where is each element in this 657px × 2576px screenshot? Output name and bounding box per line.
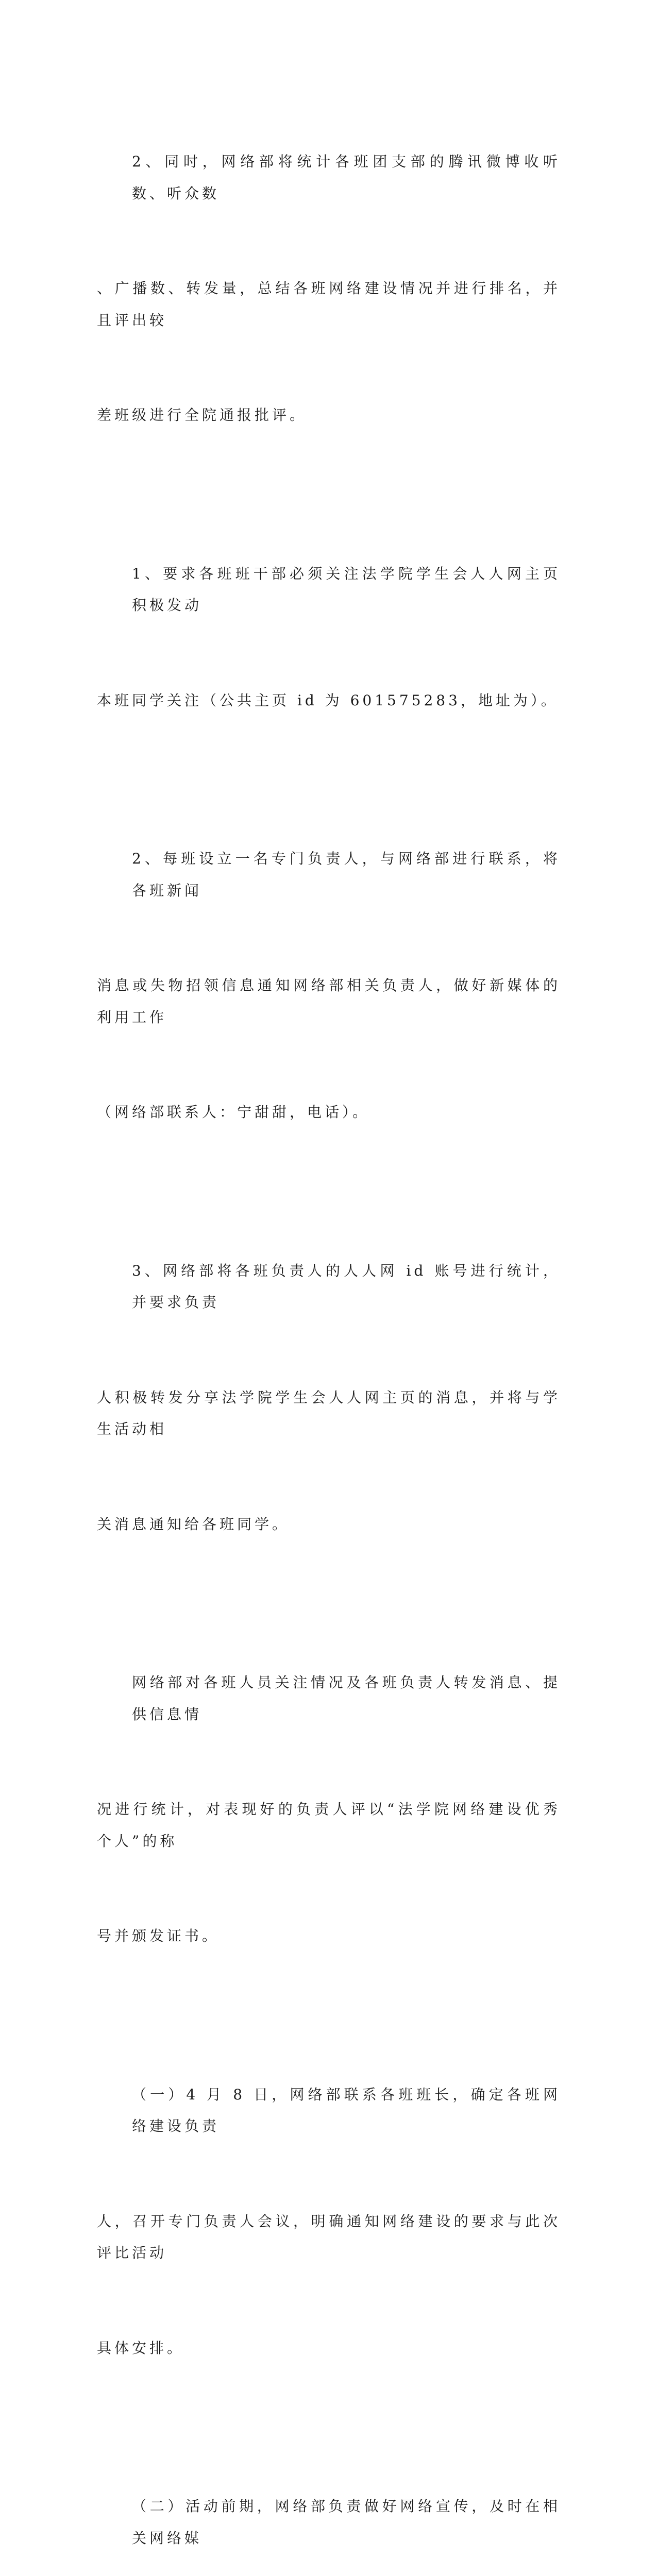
paragraph-award [97,1603,561,2015]
text-line: 人积极转发分享法学院学生会人人网主页的消息，并将与学生活动相 [97,1388,561,1437]
text-line: 3、网络部将各班负责人的人人网 id 账号进行统计，并要求负责 [132,1262,561,1311]
text-line: 消息或失物招领信息通知网络部相关负责人，做好新媒体的利用工作 [97,977,561,1026]
text-line: 具体安排。 [97,2339,185,2357]
text-line: 、广播数、转发量，总结各班网络建设情况并进行排名，并且评出较 [97,280,561,329]
paragraph-follow-renren [97,495,561,780]
document-body [97,82,561,2576]
text-line: 关消息通知给各班同学。 [97,1515,290,1533]
text-line: 号并颁发证书。 [97,1927,220,1944]
paragraph-network-stats [97,82,561,495]
text-line: 人，召开专门负责人会议，明确通知网络建设的要求与此次评比活动 [97,2212,561,2261]
text-line: 2、每班设立一名专门负责人，与网络部进行联系，将各班新闻 [132,850,561,899]
text-line: 2、同时，网络部将统计各班团支部的腾讯微博收听数、听众数 [132,153,561,202]
paragraph-step-two [97,2427,561,2576]
text-line: 1、要求各班班干部必须关注法学院学生会人人网主页积极发动 [132,565,561,614]
paragraph-class-contact [97,779,561,1192]
text-line: 况进行统计，对表现好的负责人评以“法学院网络建设优秀个人”的称 [97,1801,561,1850]
paragraph-step-one [97,2015,561,2428]
text-line: （网络部联系人：宁甜甜，电话）。 [97,1104,370,1121]
paragraph-account-stats [97,1192,561,1604]
text-line: （二）活动前期，网络部负责做好网络宣传，及时在相关网络媒 [132,2498,561,2547]
text-line: 差班级进行全院通报批评。 [97,406,308,423]
text-line: 网络部对各班人员关注情况及各班负责人转发消息、提供信息情 [132,1674,561,1723]
text-line: （一）4 月 8 日，网络部联系各班班长，确定各班网络建设负责 [132,2086,561,2134]
text-line: 本班同学关注（公共主页 id 为 601575283，地址为）。 [97,691,559,709]
